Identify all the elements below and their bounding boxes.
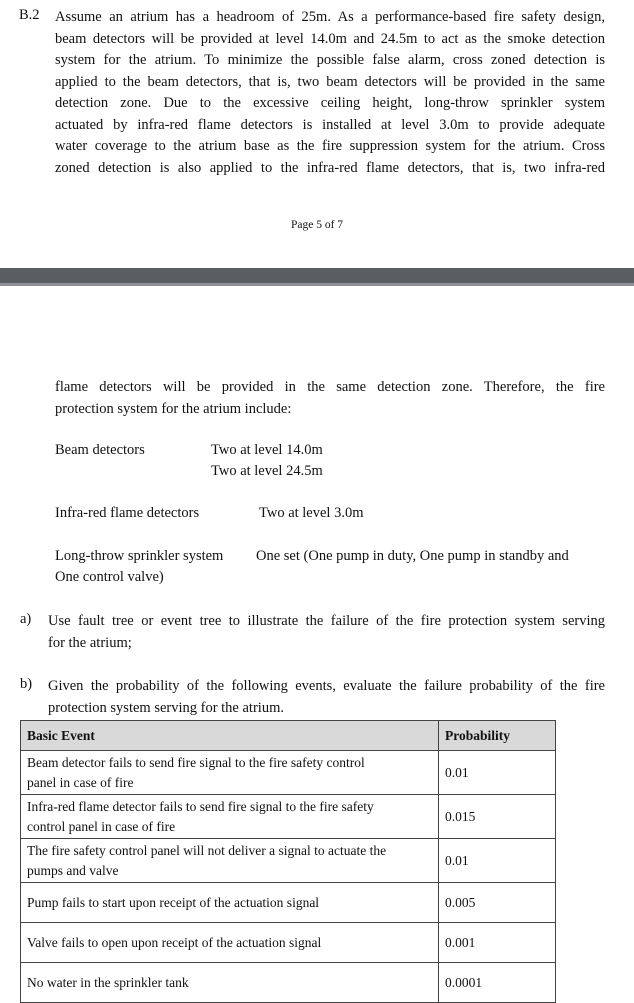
header-probability: Probability (439, 721, 556, 751)
intro-line: water coverage to the atrium base as the fire suppression system for the atrium. Cross (55, 138, 605, 154)
part-b-text (48, 676, 605, 719)
flame-detectors-value: Two at level 3.0m (259, 505, 364, 521)
question-number: B.2 (19, 7, 40, 23)
continued-line: protection system for the atrium include: (55, 400, 292, 417)
beam-detectors-value-2: Two at level 24.5m (211, 463, 323, 479)
table-row (21, 963, 556, 1003)
intro-line: zoned detection is also applied to the infra-red flame detectors, that is, two infra-red (55, 159, 605, 176)
event-cell: Valve fails to open upon receipt of the actuation signal (21, 923, 439, 963)
part-a-marker: a) (20, 611, 32, 627)
part-b-line: Given the probability of the following events, evaluate the failure probability of the fire (48, 678, 605, 694)
event-text: Beam detector fails to send fire signal to the fire safety control (27, 755, 365, 770)
event-cell (21, 795, 439, 839)
page-6 (0, 286, 634, 1003)
header-basic-event: Basic Event (21, 721, 439, 751)
probability-cell: 0.0001 (439, 963, 556, 1003)
beam-detectors-value-1: Two at level 14.0m (211, 442, 323, 458)
intro-line: actuated by infra-red flame detectors is installed at level 3.0m to provide adequate (55, 116, 605, 133)
flame-detectors-label: Infra-red flame detectors (55, 505, 200, 521)
event-text: Infra-red flame detector fails to send fire signal to the fire safety (27, 799, 374, 814)
sprinkler-value: One set (One pump in duty, One pump in standby and (256, 548, 569, 564)
table-row (21, 795, 556, 839)
intro-line: Assume an atrium has a headroom of 25m. As a performance-based fire safety design, (55, 9, 605, 25)
beam-detectors-label: Beam detectors (55, 442, 145, 458)
event-cell (21, 839, 439, 883)
probability-cell: 0.005 (439, 883, 556, 923)
part-b-line: protection system serving for the atrium. (48, 699, 284, 716)
event-text-cont: pumps and valve (27, 862, 119, 878)
event-cell: No water in the sprinkler tank (21, 963, 439, 1003)
sprinkler-value-continued: One control valve) (55, 569, 164, 585)
page-footer: Page 5 of 7 (290, 219, 344, 231)
intro-line: beam detectors will be provided at level 14.0m and 24.5m to act as the smoke detection (55, 30, 605, 47)
probability-cell: 0.01 (439, 751, 556, 795)
sprinkler-label: Long-throw sprinkler system (55, 548, 224, 564)
page-divider (0, 268, 634, 286)
table-header-row (21, 721, 556, 751)
page-5 (0, 0, 634, 268)
probability-cell: 0.001 (439, 923, 556, 963)
basic-events-table (20, 720, 556, 1003)
part-a-text (48, 611, 605, 654)
question-intro (55, 7, 605, 179)
event-cell: Pump fails to start upon receipt of the actuation signal (21, 883, 439, 923)
continued-line: flame detectors will be provided in the same detection zone. Therefore, the fire (55, 379, 605, 395)
table-row (21, 923, 556, 963)
part-b-marker: b) (20, 676, 33, 692)
intro-line: detection zone. Due to the excessive ceiling height, long-throw sprinkler system (55, 95, 605, 111)
probability-cell: 0.015 (439, 795, 556, 839)
intro-line: system for the atrium. To minimize the possible false alarm, cross zoned detection is (55, 52, 605, 68)
event-text-cont: panel in case of fire (27, 774, 134, 790)
event-text: The fire safety control panel will not deliver a signal to actuate the (27, 843, 387, 858)
part-a-line: for the atrium; (48, 634, 132, 651)
part-a-line: Use fault tree or event tree to illustrate the failure of the fire protection system serving (48, 613, 605, 629)
table-row (21, 839, 556, 883)
event-cell (21, 751, 439, 795)
probability-cell: 0.01 (439, 839, 556, 883)
table-row (21, 751, 556, 795)
table-row (21, 883, 556, 923)
question-continued (55, 377, 605, 420)
event-text-cont: control panel in case of fire (27, 818, 176, 834)
intro-line: applied to the beam detectors, that is, two beam detectors will be provided in the same (55, 73, 605, 90)
